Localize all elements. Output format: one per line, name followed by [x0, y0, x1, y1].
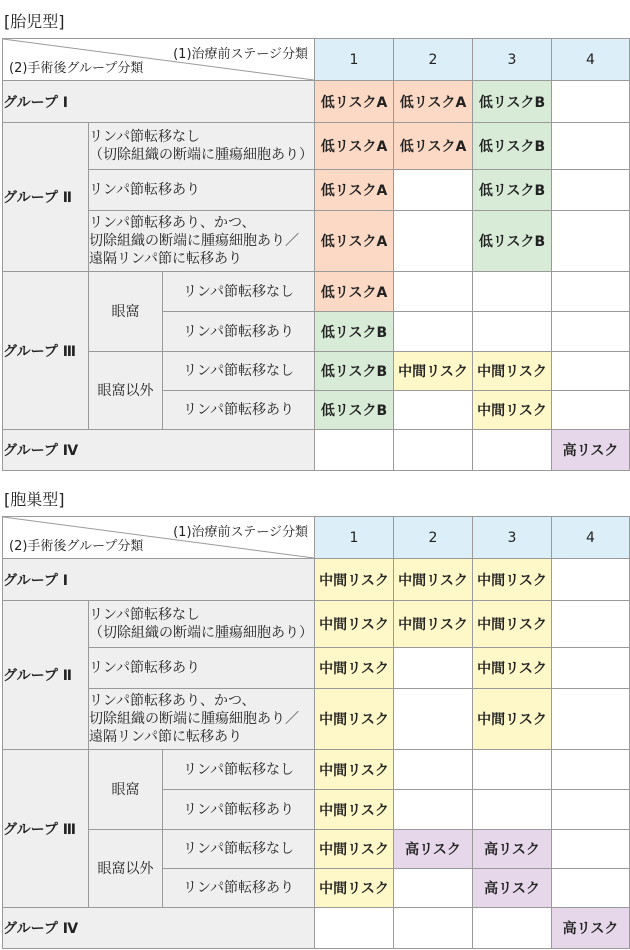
section-title-alveolar: [胞巣型] — [4, 490, 65, 509]
header-diagonal-cell — [3, 39, 315, 81]
risk-cell — [394, 272, 473, 312]
group-axis-label: (2)手術後グループ分類 — [9, 539, 144, 554]
risk-cell: 低リスクA — [315, 170, 394, 211]
group-label: グループ Ⅲ — [3, 750, 89, 908]
risk-cell: 低リスクA — [315, 123, 394, 170]
condition-label — [89, 211, 315, 272]
risk-cell — [394, 908, 473, 949]
risk-cell — [473, 790, 552, 830]
condition-line: リンパ節転移あり、かつ、 — [89, 215, 256, 231]
stage-header-4: 4 — [552, 517, 630, 559]
risk-cell: 低リスクB — [315, 352, 394, 391]
condition-label: リンパ節転移なし — [163, 352, 315, 391]
condition-label — [89, 689, 315, 750]
risk-cell: 中間リスク — [394, 559, 473, 601]
risk-cell — [394, 312, 473, 352]
condition-label: リンパ節転移あり — [163, 391, 315, 430]
risk-cell — [552, 790, 630, 830]
risk-cell — [394, 170, 473, 211]
stage-header-1: 1 — [315, 517, 394, 559]
group-label: グループ Ⅳ — [3, 430, 315, 471]
condition-label: リンパ節転移なし — [163, 830, 315, 869]
stage-header-2: 2 — [394, 517, 473, 559]
risk-cell: 中間リスク — [315, 689, 394, 750]
group-label: グループ Ⅰ — [3, 81, 315, 123]
stage-header-2: 2 — [394, 39, 473, 81]
condition-label: リンパ節転移なし — [163, 750, 315, 790]
risk-cell: 低リスクB — [473, 81, 552, 123]
risk-cell: 中間リスク — [473, 648, 552, 689]
risk-cell: 中間リスク — [315, 790, 394, 830]
risk-cell — [394, 689, 473, 750]
risk-cell — [473, 750, 552, 790]
risk-cell — [552, 750, 630, 790]
risk-cell — [552, 689, 630, 750]
group-label: グループ Ⅱ — [3, 601, 89, 750]
risk-cell: 中間リスク — [315, 601, 394, 648]
risk-cell: 中間リスク — [473, 559, 552, 601]
risk-cell: 中間リスク — [315, 830, 394, 869]
condition-label: リンパ節転移あり — [163, 312, 315, 352]
risk-cell — [552, 601, 630, 648]
risk-cell: 中間リスク — [315, 750, 394, 790]
risk-cell — [315, 430, 394, 471]
risk-cell: 高リスク — [473, 869, 552, 908]
condition-label — [89, 601, 315, 648]
stage-header-3: 3 — [473, 39, 552, 81]
risk-table-alveolar — [2, 516, 630, 949]
risk-cell: 中間リスク — [394, 601, 473, 648]
group-label: グループ Ⅳ — [3, 908, 315, 949]
group-axis-label: (2)手術後グループ分類 — [9, 61, 144, 76]
stage-axis-label: (1)治療前ステージ分類 — [173, 525, 309, 540]
condition-label: リンパ節転移あり — [163, 869, 315, 908]
stage-header-1: 1 — [315, 39, 394, 81]
risk-cell — [394, 391, 473, 430]
site-label: 眼窩 — [89, 750, 163, 830]
section-title-fetal: [胎児型] — [4, 12, 65, 31]
risk-cell: 中間リスク — [315, 869, 394, 908]
risk-cell: 中間リスク — [315, 648, 394, 689]
group-label: グループ Ⅱ — [3, 123, 89, 272]
risk-cell — [394, 790, 473, 830]
condition-line: 切除組織の断端に腫瘍細胞あり／ — [89, 711, 299, 727]
condition-line: （切除組織の断端に腫瘍細胞あり） — [89, 625, 313, 641]
group-label: グループ Ⅲ — [3, 272, 89, 430]
condition-line: リンパ節転移あり、かつ、 — [89, 693, 256, 709]
condition-label — [89, 648, 315, 689]
risk-cell: 低リスクB — [473, 211, 552, 272]
risk-cell — [552, 272, 630, 312]
condition-line: （切除組織の断端に腫瘍細胞あり） — [89, 147, 313, 163]
risk-cell — [394, 648, 473, 689]
risk-cell: 高リスク — [552, 430, 630, 471]
risk-cell — [552, 869, 630, 908]
risk-cell — [473, 272, 552, 312]
stage-axis-label: (1)治療前ステージ分類 — [173, 47, 309, 62]
risk-cell — [394, 211, 473, 272]
risk-cell — [394, 750, 473, 790]
risk-cell: 低リスクB — [473, 123, 552, 170]
risk-cell — [552, 559, 630, 601]
condition-line: リンパ節転移なし — [89, 607, 201, 623]
condition-line: 遠隔リンパ節に転移あり — [89, 729, 243, 745]
risk-cell — [552, 123, 630, 170]
risk-cell: 中間リスク — [473, 601, 552, 648]
risk-cell: 低リスクB — [473, 170, 552, 211]
risk-cell: 高リスク — [552, 908, 630, 949]
condition-line: リンパ節転移なし — [89, 129, 201, 145]
header-diagonal-cell — [3, 517, 315, 559]
risk-cell: 高リスク — [394, 830, 473, 869]
risk-cell — [315, 908, 394, 949]
risk-cell: 低リスクA — [315, 211, 394, 272]
risk-cell — [552, 312, 630, 352]
condition-label — [89, 170, 315, 211]
risk-cell — [552, 391, 630, 430]
condition-line: 遠隔リンパ節に転移あり — [89, 251, 243, 267]
site-label: 眼窩以外 — [89, 352, 163, 430]
risk-cell — [394, 430, 473, 471]
stage-header-3: 3 — [473, 517, 552, 559]
risk-cell: 低リスクA — [315, 272, 394, 312]
risk-cell — [552, 170, 630, 211]
condition-line: リンパ節転移あり — [89, 660, 201, 676]
risk-cell — [552, 830, 630, 869]
risk-cell: 中間リスク — [315, 559, 394, 601]
risk-cell — [552, 648, 630, 689]
stage-header-4: 4 — [552, 39, 630, 81]
risk-cell: 低リスクA — [394, 123, 473, 170]
risk-cell: 低リスクA — [315, 81, 394, 123]
risk-cell: 中間リスク — [473, 352, 552, 391]
risk-cell — [473, 430, 552, 471]
risk-cell: 高リスク — [473, 830, 552, 869]
risk-cell: 低リスクA — [394, 81, 473, 123]
condition-label — [89, 123, 315, 170]
risk-cell: 中間リスク — [473, 689, 552, 750]
condition-label: リンパ節転移なし — [163, 272, 315, 312]
risk-table-fetal — [2, 38, 630, 471]
risk-cell — [552, 211, 630, 272]
risk-cell: 低リスクB — [315, 312, 394, 352]
condition-line: リンパ節転移あり — [89, 182, 201, 198]
condition-line: 切除組織の断端に腫瘍細胞あり／ — [89, 233, 299, 249]
site-label: 眼窩以外 — [89, 830, 163, 908]
risk-cell: 中間リスク — [473, 391, 552, 430]
condition-label: リンパ節転移あり — [163, 790, 315, 830]
risk-cell: 中間リスク — [394, 352, 473, 391]
risk-cell: 低リスクB — [315, 391, 394, 430]
risk-cell — [552, 352, 630, 391]
risk-cell — [394, 869, 473, 908]
risk-cell — [473, 908, 552, 949]
group-label: グループ Ⅰ — [3, 559, 315, 601]
site-label: 眼窩 — [89, 272, 163, 352]
risk-cell — [552, 81, 630, 123]
risk-cell — [473, 312, 552, 352]
